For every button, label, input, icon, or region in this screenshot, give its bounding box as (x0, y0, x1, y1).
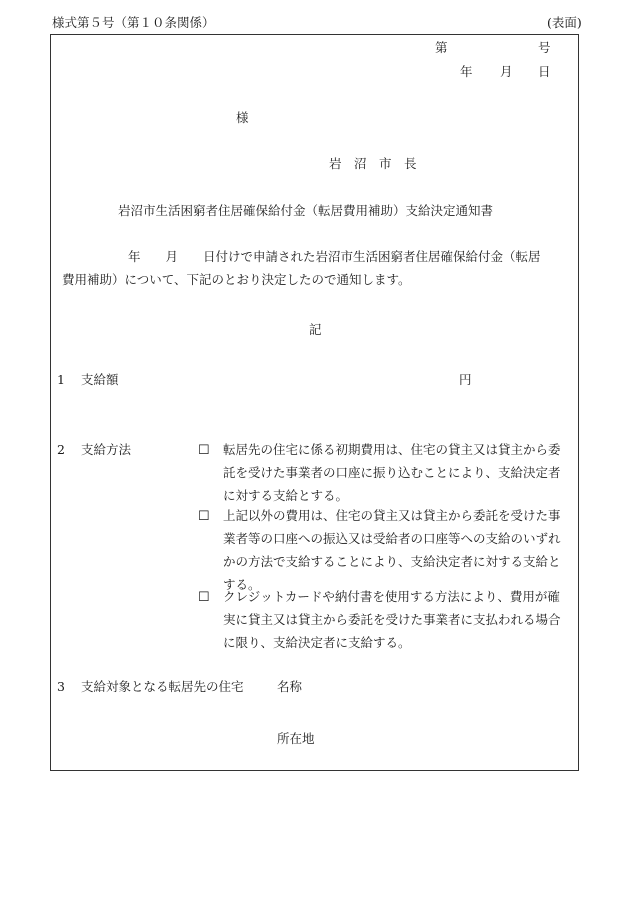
method-option-2-text: 上記以外の費用は、住宅の貸主又は貸主から委託を受けた事 業者等の口座への振込又は受給者の口座等への支給のいずれ かの方法で支給することにより、支給決定者に対する支給と する。 (223, 508, 561, 592)
item-3-label: 支給対象となる転居先の住宅 (81, 679, 244, 694)
method-option-3-text: クレジットカードや納付書を使用する方法により、費用が確 実に貸主又は貸主から委託を受けた事業者に支払われる場合 に限り、支給決定者に支給する。 (223, 589, 561, 650)
item-3-number: 3 (57, 679, 65, 694)
housing-name-label: 名称 (277, 679, 303, 694)
date-month: 月 (500, 64, 513, 79)
doc-number-suffix: 号 (538, 40, 551, 55)
form-number: 様式第５号（第１０条関係） (52, 15, 215, 30)
method-option-3-checkbox[interactable]: ☐ (198, 590, 210, 605)
method-option-1-checkbox[interactable]: ☐ (198, 443, 210, 458)
housing-location-label: 所在地 (277, 731, 315, 746)
item-1-label: 支給額 (81, 372, 119, 387)
method-option-1-text: 転居先の住宅に係る初期費用は、住宅の貸主又は貸主から委 託を受けた事業者の口座に振り込むことにより、支給決定者 に対する支給とする。 (223, 442, 561, 503)
body-line-2: 費用補助）について、下記のとおり決定したので通知します。 (62, 272, 411, 287)
date-year: 年 (460, 64, 473, 79)
body-line-1: 年 月 日付けで申請された岩沼市生活困窮者住居確保給付金（転居 (128, 249, 541, 264)
side-indicator: (表面) (547, 15, 582, 30)
method-option-2-checkbox[interactable]: ☐ (198, 509, 210, 524)
doc-number-prefix: 第 (435, 40, 448, 55)
item-1-number: 1 (57, 372, 65, 387)
document-frame (50, 34, 579, 771)
item-2-number: 2 (57, 442, 65, 457)
issuer: 岩 沼 市 長 (329, 156, 417, 171)
document-title: 岩沼市生活困窮者住居確保給付金（転居費用補助）支給決定通知書 (118, 203, 494, 218)
ki-heading: 記 (309, 322, 322, 337)
addressee-suffix: 様 (236, 110, 249, 125)
date-day: 日 (538, 64, 551, 79)
amount-unit: 円 (459, 372, 472, 387)
item-2-label: 支給方法 (81, 442, 132, 457)
